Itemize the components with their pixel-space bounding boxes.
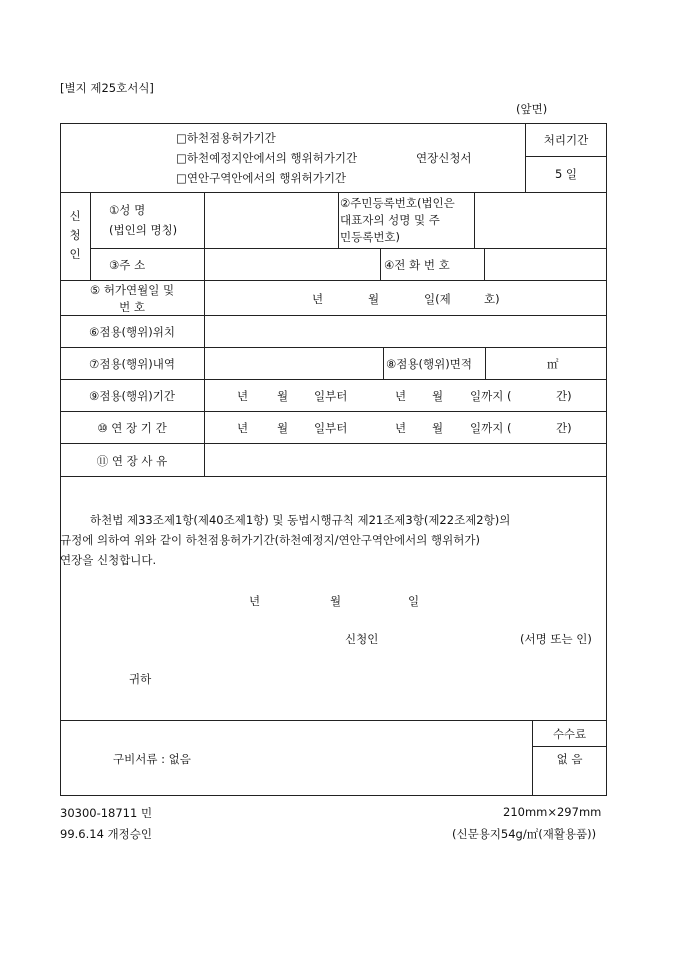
permit-date-label-1: ⑤ 허가연월일 및 (89, 283, 175, 297)
phone-field[interactable] (488, 252, 604, 276)
paper-size: 210mm×297mm (503, 805, 602, 819)
applicant-side-3: 인 (69, 247, 81, 261)
request-title: 연장신청서 (416, 151, 472, 165)
period-year-1: 년 (237, 389, 249, 403)
permit-date-label-2: 번 호 (119, 300, 145, 314)
content-label: ⑦점용(행위)내역 (89, 357, 175, 371)
rule (60, 411, 607, 412)
rule (60, 443, 607, 444)
rule (60, 315, 607, 316)
body-line-2: 규정에 의하여 위와 같이 하천점용허가기간(하천예정지/연안구역안에서의 행위허가) (60, 533, 480, 547)
page-side-label: (앞면) (516, 102, 548, 116)
rule (90, 192, 91, 280)
location-label: ⑥점용(행위)위치 (89, 325, 175, 339)
ext-month-1: 월 (277, 421, 289, 435)
approval-date: 99.6.14 개정승인 (60, 827, 152, 841)
name-field[interactable] (208, 202, 336, 244)
ext-from: 일부터 (314, 421, 348, 435)
period-month-2: 월 (432, 389, 444, 403)
rule (474, 192, 475, 248)
ext-period-label: ⑩ 연 장 기 간 (97, 421, 167, 435)
applicant-sign-label: 신청인 (345, 632, 379, 646)
area-label: ⑧점용(행위)면적 (386, 357, 472, 371)
resident-no-label-2: 대표자의 성명 및 주 (340, 213, 440, 227)
rule (204, 192, 205, 476)
permit-day: 일(제 (424, 292, 451, 306)
rule (532, 746, 607, 747)
option-river-occupancy[interactable]: □하천점용허가기간 (176, 131, 276, 145)
rule (380, 248, 381, 280)
rule (484, 248, 485, 280)
sign-year: 년 (249, 594, 261, 608)
sign-day: 일 (408, 594, 420, 608)
option-coastal-area[interactable]: □연안구역안에서의 행위허가기간 (176, 171, 347, 185)
applicant-side-2: 청 (69, 228, 81, 242)
resident-no-label-3: 민등록번호) (340, 230, 401, 244)
rule (60, 476, 607, 477)
required-documents: 구비서류 : 없음 (113, 752, 191, 766)
rule (338, 192, 339, 248)
address-field[interactable] (208, 252, 376, 276)
sign-month: 월 (330, 594, 342, 608)
rule (60, 347, 607, 348)
fee-value: 없 음 (556, 752, 583, 766)
option-planned-area[interactable]: □하천예정지안에서의 행위허가기간 (176, 151, 358, 165)
ext-month-2: 월 (432, 421, 444, 435)
address-label: ③주 소 (109, 258, 146, 272)
ext-reason-field[interactable] (208, 447, 604, 472)
body-line-1: 하천법 제33조제1항(제40조제1항) 및 동법시행규칙 제21조제3항(제22조제2항)의 (90, 513, 511, 527)
ext-year-2: 년 (395, 421, 407, 435)
rule (60, 720, 607, 721)
processing-period-label: 처리기간 (543, 133, 589, 147)
period-until: 일까지 ( (470, 389, 512, 403)
name-sub-label: (법인의 명칭) (109, 223, 178, 237)
phone-label: ④전 화 번 호 (384, 258, 450, 272)
content-field[interactable] (208, 351, 378, 375)
rule (383, 347, 384, 379)
rule (90, 248, 607, 249)
period-label: ⑨점용(행위)기간 (89, 389, 175, 403)
fee-label: 수수료 (552, 727, 587, 741)
permit-month: 월 (368, 292, 380, 306)
ext-days: 간) (556, 421, 572, 435)
ext-until: 일까지 ( (470, 421, 512, 435)
paper-type: (신문용지54g/㎡(재활용품)) (452, 827, 597, 841)
permit-number: 호) (484, 292, 500, 306)
period-month-1: 월 (277, 389, 289, 403)
permit-year: 년 (312, 292, 324, 306)
rule (485, 347, 486, 379)
period-from: 일부터 (314, 389, 348, 403)
processing-period-value: 5 일 (554, 167, 578, 181)
period-year-2: 년 (395, 389, 407, 403)
applicant-side-1: 신 (69, 209, 81, 223)
location-field[interactable] (208, 319, 604, 343)
rule (60, 192, 607, 193)
body-line-3: 연장을 신청합니다. (60, 553, 157, 567)
ext-reason-label: ⑪ 연 장 사 유 (96, 454, 168, 468)
period-days: 간) (556, 389, 572, 403)
name-label: ①성 명 (109, 203, 146, 217)
addressee: 귀하 (129, 672, 152, 686)
ext-year-1: 년 (237, 421, 249, 435)
form-reference: [별지 제25호서식] (60, 81, 154, 95)
area-unit: ㎡ (547, 357, 559, 371)
rule (525, 156, 607, 157)
signature-or-seal: (서명 또는 인) (520, 632, 592, 646)
rule (60, 379, 607, 380)
form-code: 30300-18711 민 (60, 806, 153, 820)
resident-no-label-1: ②주민등록번호(법인은 (340, 196, 455, 210)
rule (60, 280, 607, 281)
resident-no-field[interactable] (478, 196, 604, 244)
